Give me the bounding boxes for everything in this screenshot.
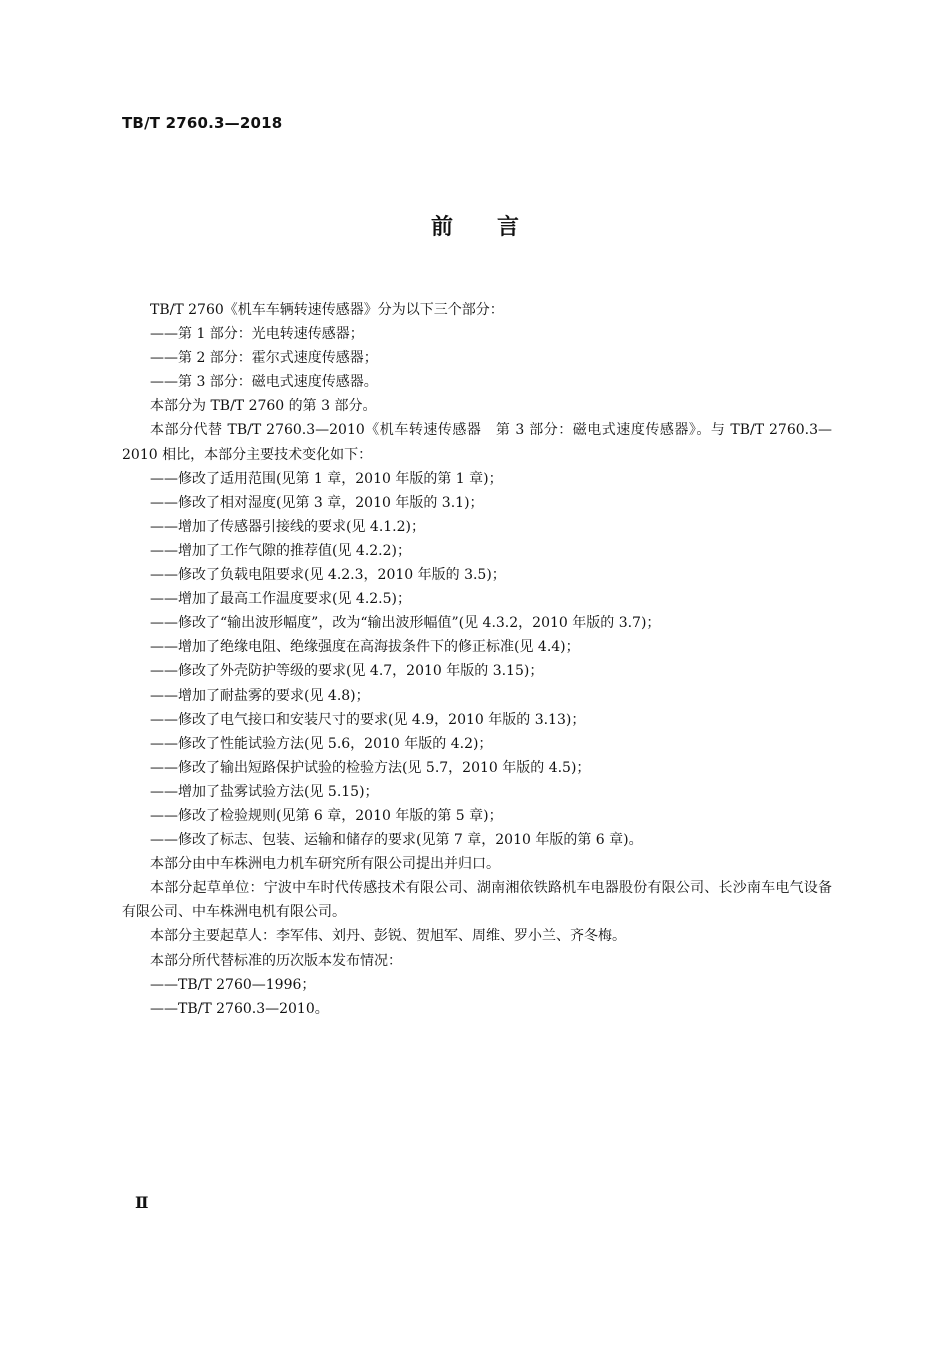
change-item: ——增加了最高工作温度要求(见 4.2.5)；	[150, 591, 411, 608]
change-item: ——修改了性能试验方法(见 5.6，2010 年版的 4.2)；	[150, 735, 493, 752]
list-item-part-1: ——第 1 部分：光电转速传感器；	[150, 326, 364, 343]
change-item: ——修改了相对湿度(见第 3 章，2010 年版的 3.1)；	[150, 494, 484, 511]
foreword-body	[122, 298, 832, 1021]
change-item: ——修改了外壳防护等级的要求(见 4.7，2010 年版的 3.15)；	[150, 663, 544, 680]
change-item: ——修改了检验规则(见第 6 章，2010 年版的第 5 章)；	[150, 807, 503, 824]
paragraph-parts-intro: TB/T 2760《机车车辆转速传感器》分为以下三个部分：	[150, 302, 504, 318]
change-item: ——增加了盐雾试验方法(见 5.15)；	[150, 783, 379, 800]
change-item: ——增加了工作气隙的推荐值(见 4.2.2)；	[150, 542, 411, 559]
paragraph-history-intro: 本部分所代替标准的历次版本发布情况：	[150, 952, 402, 969]
paragraph-drafting-units: 本部分起草单位：宁波中车时代传感技术有限公司、湖南湘依铁路机车电器股份有限公司、长沙南车电气设备有限公司、中车株洲电机有限公司。	[122, 880, 832, 921]
change-item: ——修改了标志、包装、运输和储存的要求(见第 7 章，2010 年版的第 6 章)。	[150, 832, 643, 849]
page-title: 前言	[430, 215, 563, 240]
change-item: ——修改了电气接口和安装尺寸的要求(见 4.9，2010 年版的 3.13)；	[150, 711, 586, 728]
standard-code-header: TB/T 2760.3—2018	[122, 114, 283, 132]
paragraph-proposer: 本部分由中车株洲电力机车研究所有限公司提出并归口。	[150, 856, 500, 873]
change-item: ——修改了适用范围(见第 1 章，2010 年版的第 1 章)；	[150, 470, 503, 487]
change-item: ——修改了负载电阻要求(见 4.2.3，2010 年版的 3.5)；	[150, 567, 506, 584]
paragraph-drafters: 本部分主要起草人：李军伟、刘丹、彭锐、贺旭军、周维、罗小兰、齐冬梅。	[150, 928, 626, 945]
history-item: ——TB/T 2760—1996；	[150, 976, 316, 993]
change-item: ——修改了输出短路保护试验的检验方法(见 5.7，2010 年版的 4.5)；	[150, 759, 591, 776]
change-item: ——修改了“输出波形幅度”，改为“输出波形幅值”(见 4.3.2，2010 年版的 3.7)；	[150, 615, 661, 632]
list-item-part-2: ——第 2 部分：霍尔式速度传感器；	[150, 350, 378, 367]
change-item: ——增加了传感器引接线的要求(见 4.1.2)；	[150, 518, 425, 535]
paragraph-replaces: 本部分代替 TB/T 2760.3—2010《机车转速传感器 第 3 部分：磁电式速度传感器》。与 TB/T 2760.3—2010 相比，本部分主要技术变化如下：	[122, 422, 832, 463]
change-item: ——增加了耐盐雾的要求(见 4.8)；	[150, 687, 370, 704]
list-item-part-3: ——第 3 部分：磁电式速度传感器。	[150, 374, 378, 391]
page-number: Ⅱ	[135, 1193, 149, 1212]
change-item: ——增加了绝缘电阻、绝缘强度在高海拔条件下的修正标准(见 4.4)；	[150, 639, 580, 656]
paragraph-this-part: 本部分为 TB/T 2760 的第 3 部分。	[150, 398, 377, 415]
history-item: ——TB/T 2760.3—2010。	[150, 1000, 329, 1017]
